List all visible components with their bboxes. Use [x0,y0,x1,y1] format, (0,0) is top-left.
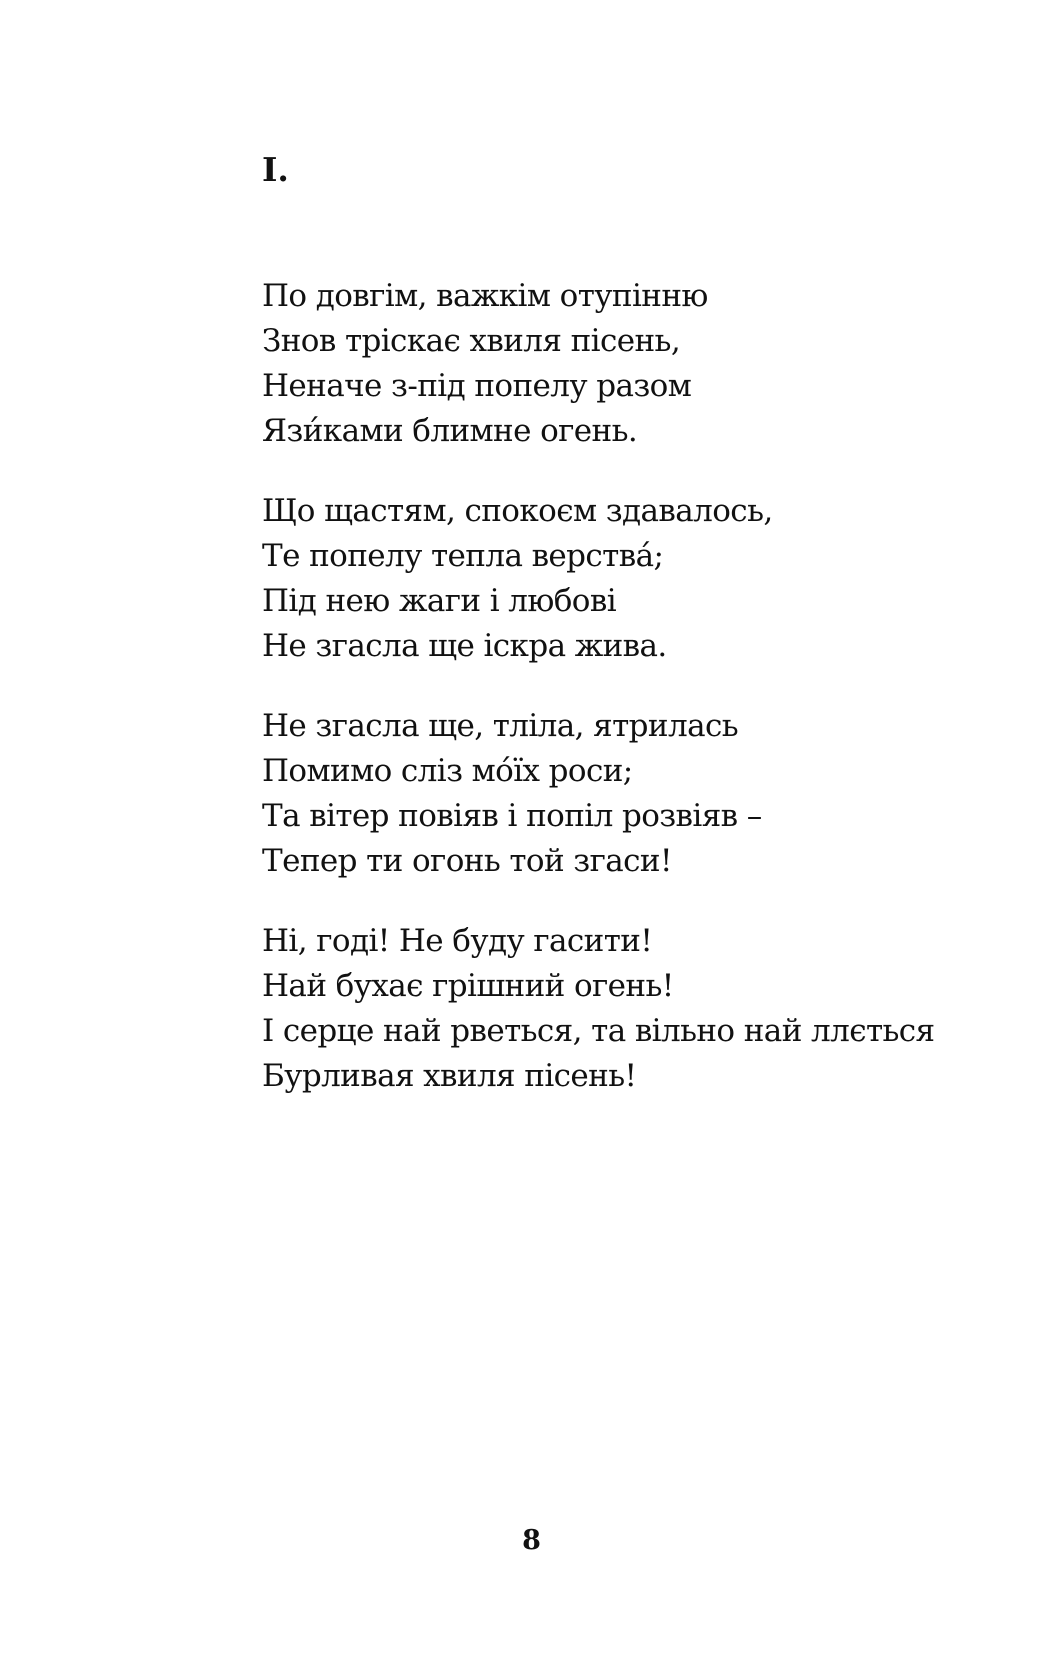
page-number: 8 [522,1525,541,1556]
poem-line: Те попелу тепла верства́; [262,538,664,574]
poem-line: І серце най рветься, та вільно най ллється [262,1013,935,1049]
poem-line: Що щастям, спокоєм здавалось, [262,493,773,529]
poem-line: Не згасла ще іскра жива. [262,628,667,664]
poem-line: По довгім, важкім отупінню [262,278,708,314]
stanza-4 [262,919,1022,1099]
poem-line: Помимо сліз мо́їх роси; [262,753,633,789]
section-title: I. [262,150,289,189]
poem [262,274,1022,1134]
stanza-2 [262,489,1022,669]
stanza-3 [262,704,1022,884]
poem-line: Най бухає грішний огень! [262,968,674,1004]
poem-line: Бурливая хвиля пісень! [262,1058,637,1094]
poem-line: Ні, годі! Не буду гасити! [262,923,653,959]
poem-line: Не згасла ще, тліла, ятрилась [262,708,738,744]
poem-line: Та вітер повіяв і попіл розвіяв – [262,798,762,834]
poem-line: Неначе з-під попелу разом [262,368,692,404]
poem-line: Знов тріскає хвиля пісень, [262,323,681,359]
poem-line: Язи́ками блимне огень. [262,413,638,449]
stanza-1 [262,274,1022,454]
poem-line: Тепер ти огонь той згаси! [262,843,672,879]
poem-line: Під нею жаги і любові [262,583,617,619]
